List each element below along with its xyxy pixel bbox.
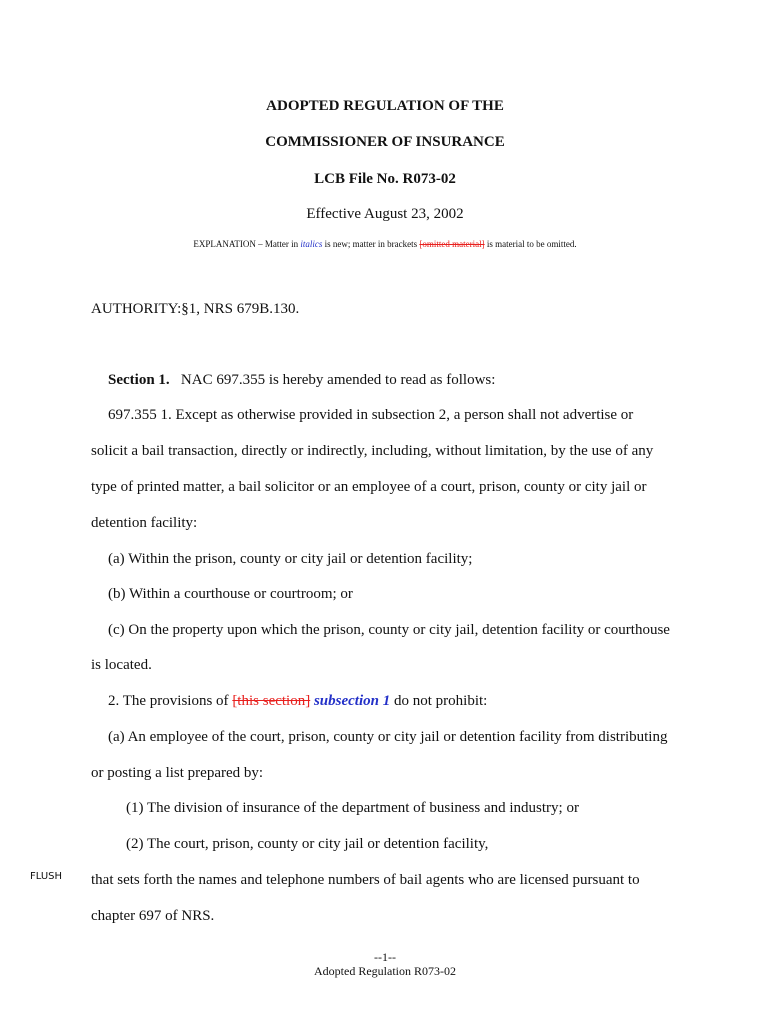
body-line-1: 697.355 1. Except as otherwise provided in subsection 2, a person shall not advertise or [108, 407, 634, 423]
section-1-heading [108, 371, 495, 389]
explanation-italics-sample: italics [300, 239, 323, 249]
explanation-note [0, 238, 770, 250]
explanation-omitted-sample: [omitted material] [419, 239, 485, 249]
explanation-text-1: EXPLANATION – Matter in [193, 239, 301, 249]
title-line-2: COMMISSIONER OF INSURANCE [265, 134, 505, 150]
item-c-continued: is located. [91, 657, 152, 673]
title-line-1: ADOPTED REGULATION OF THE [266, 98, 504, 114]
paragraph-2-prefix: 2. The provisions of [108, 693, 233, 709]
final-line-1: that sets forth the names and telephone numbers of bail agents who are licensed pursuant to [91, 872, 640, 888]
section-intro: NAC 697.355 is hereby amended to read as follows: [180, 372, 496, 388]
final-line-2: chapter 697 of NRS. [91, 908, 215, 924]
explanation-text-2: is new; matter in brackets [322, 239, 420, 249]
file-number: LCB File No. R073-02 [314, 171, 456, 187]
footer-label: Adopted Regulation R073-02 [314, 964, 456, 978]
flush-margin-tag: FLUSH [30, 871, 63, 882]
sub-item-1: (1) The division of insurance of the department of business and industry; or [126, 800, 579, 816]
item-b: (b) Within a courthouse or courtroom; or [108, 586, 353, 602]
body-line-4: detention facility: [91, 515, 198, 531]
item-a: (a) Within the prison, county or city jail or detention facility; [108, 551, 473, 567]
authority-line: AUTHORITY:§1, NRS 679B.130. [91, 301, 300, 317]
sub-item-2: (2) The court, prison, county or city jail or detention facility, [126, 836, 489, 852]
body-line-2: solicit a bail transaction, directly or indirectly, including, without limitation, by the use of any [91, 443, 654, 459]
section-label: Section 1. [108, 372, 170, 388]
sub-item-a-continued: or posting a list prepared by: [91, 765, 264, 781]
new-text: subsection 1 [313, 693, 391, 709]
paragraph-2 [108, 692, 487, 710]
body-line-3: type of printed matter, a bail solicitor or an employee of a court, prison, county or city jail or [91, 479, 647, 495]
page-number: --1-- [374, 950, 396, 964]
item-c: (c) On the property upon which the prison, county or city jail, detention facility or courthouse [108, 622, 670, 638]
sub-item-a: (a) An employee of the court, prison, county or city jail or detention facility from distributing [108, 729, 668, 745]
effective-date: Effective August 23, 2002 [306, 206, 464, 222]
deleted-text: [this section] [232, 693, 311, 709]
explanation-text-3: is material to be omitted. [484, 239, 577, 249]
paragraph-2-suffix: do not prohibit: [390, 693, 488, 709]
